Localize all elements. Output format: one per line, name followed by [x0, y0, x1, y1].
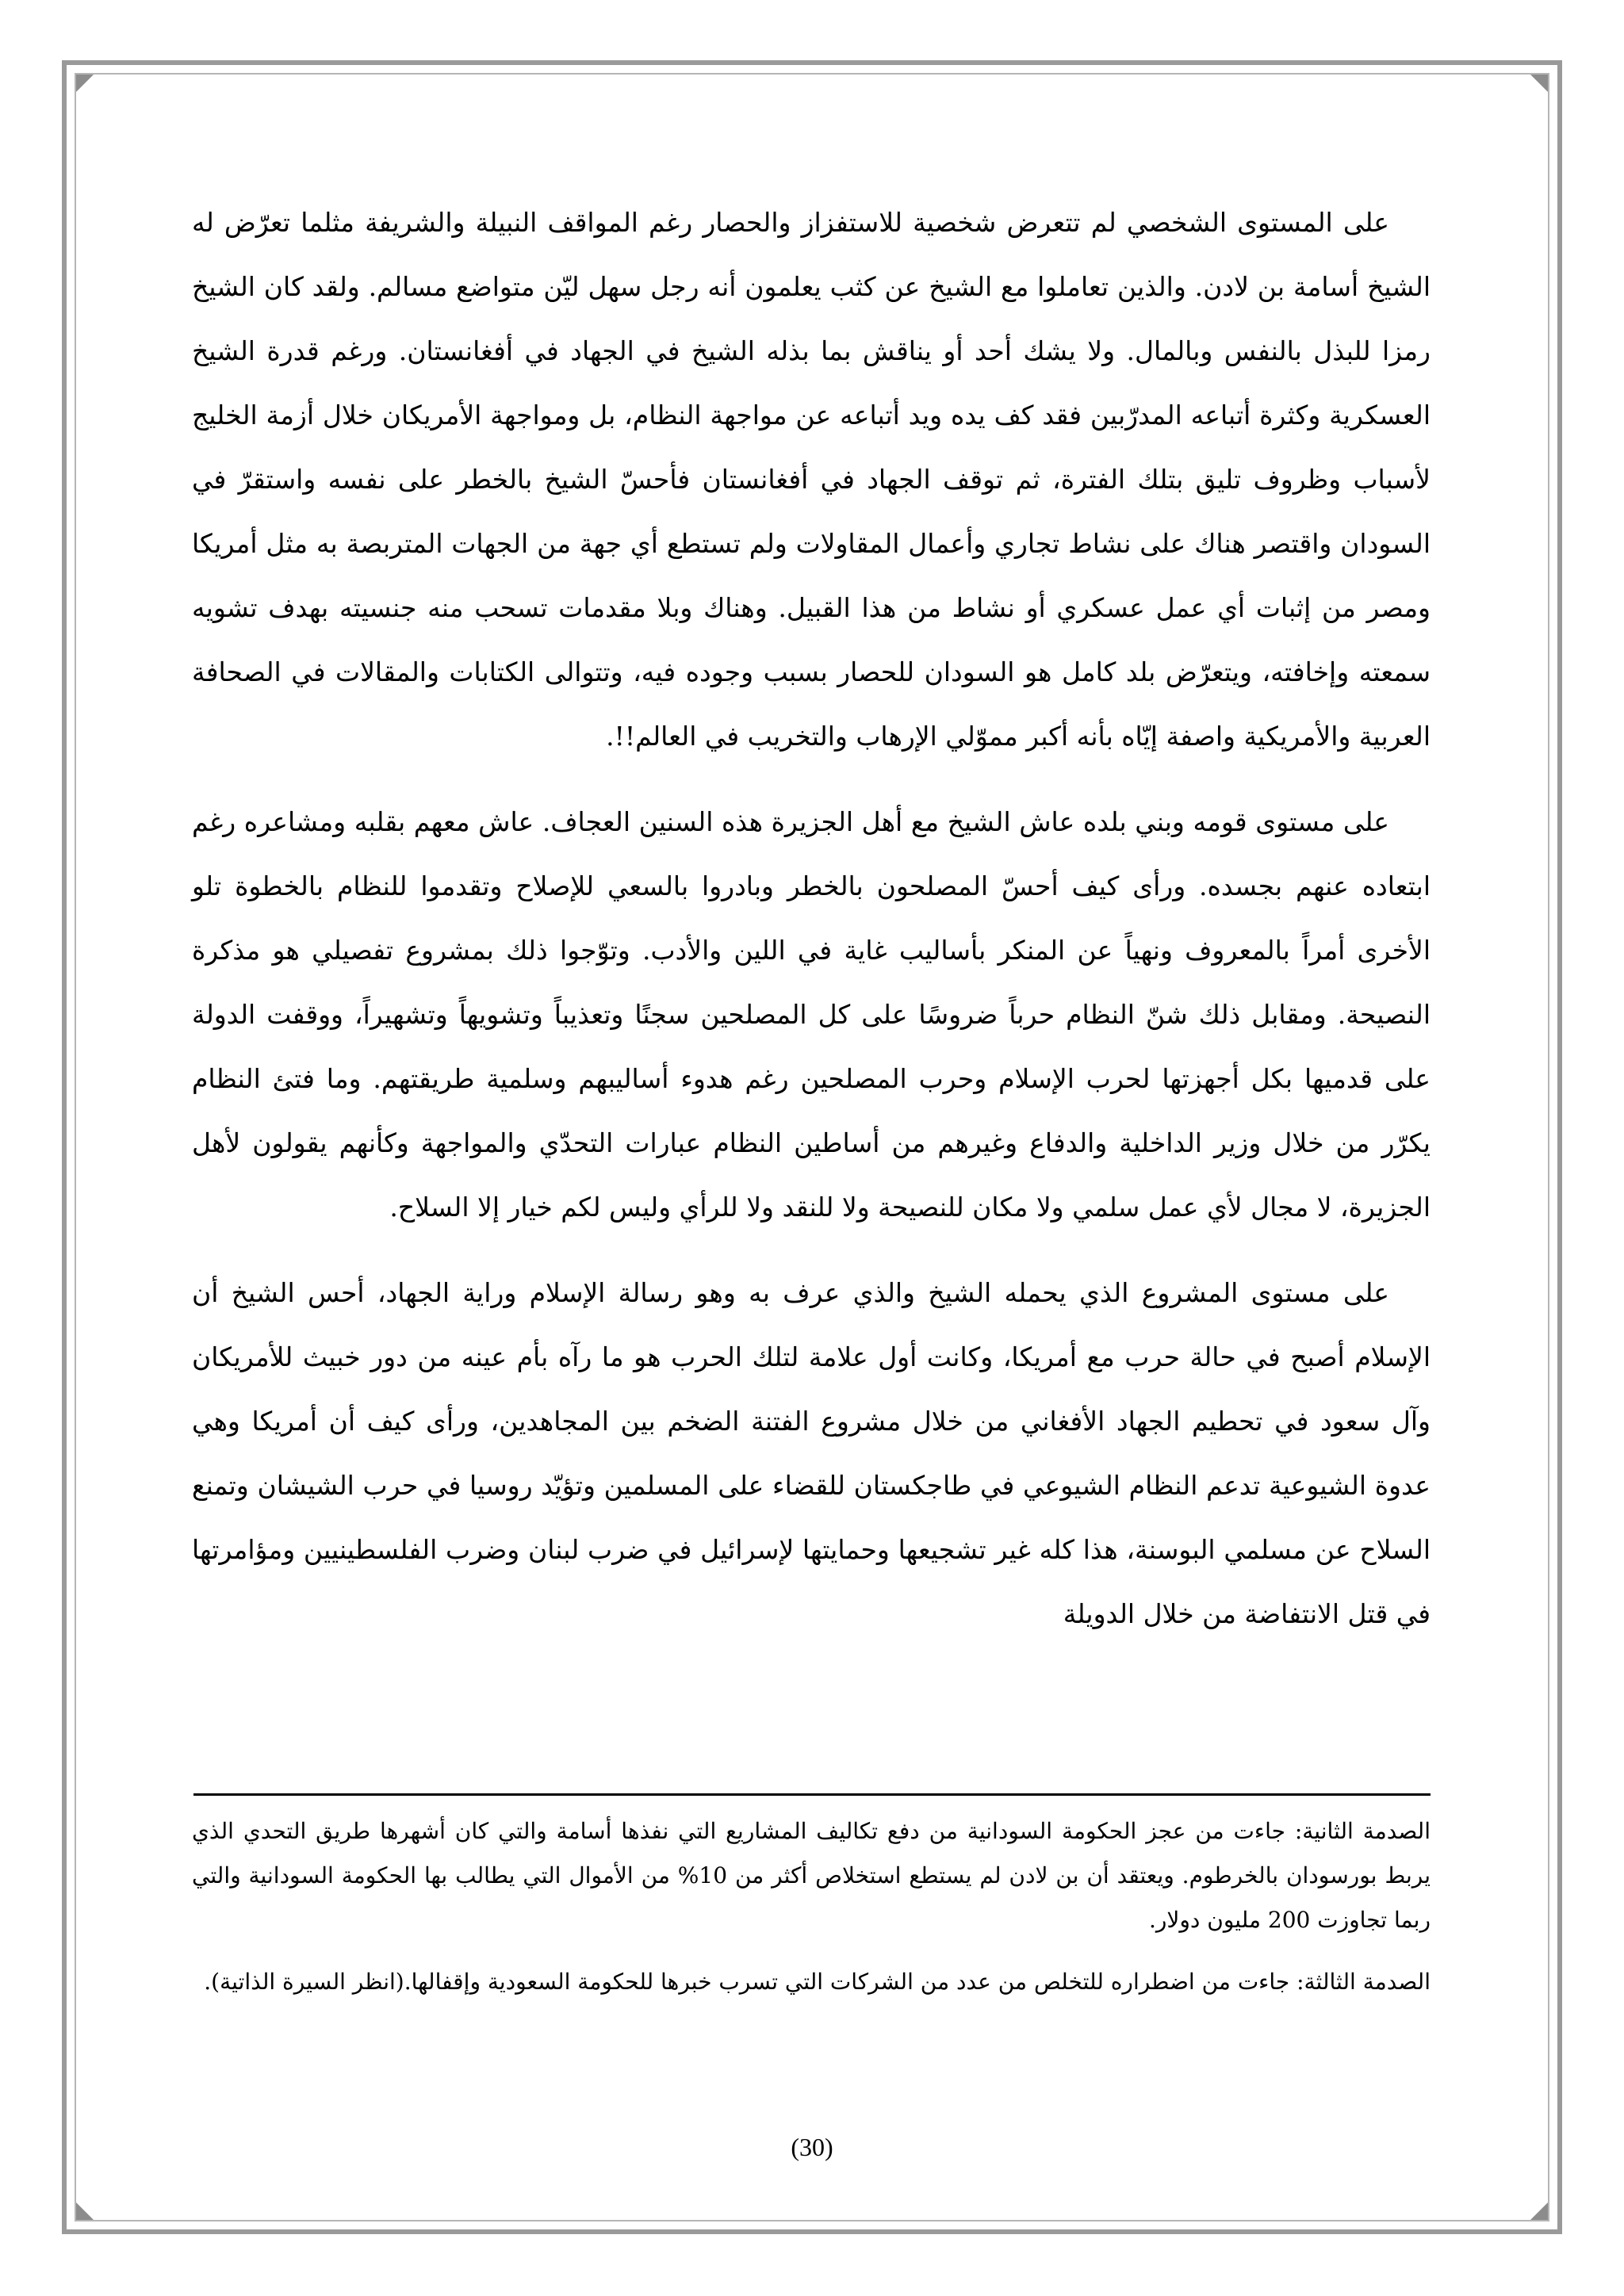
- paragraph-personal-level: على المستوى الشخصي لم تتعرض شخصية للاستفزاز والحصار رغم المواقف النبيلة والشريفة مثلما تعرّض له الشيخ أسامة بن لادن. والذين تعاملوا مع الشيخ عن كثب يعلمون أنه رجل سهل ليّن متواضع مسالم. ولقد كان الشيخ رمزا للبذل بالنفس وبالمال. ولا يشك أحد أو يناقش بما بذله الشيخ في الجهاد في أفغانستان. ورغم قدرة الشيخ العسكرية وكثرة أتباعه المدرّبين فقد كف يده ويد أتباعه عن مواجهة النظام، بل ومواجهة الأمريكان خلال أزمة الخليج لأسباب وظروف تليق بتلك الفترة، ثم توقف الجهاد في أفغانستان فأحسّ الشيخ بالخطر على نفسه واستقرّ في السودان واقتصر هناك على نشاط تجاري وأعمال المقاولات ولم تستطع أي جهة من الجهات المتربصة به مثل أمريكا ومصر من إثبات أي عمل عسكري أو نشاط من هذا القبيل. وهناك وبلا مقدمات تسحب منه جنسيته بهدف تشويه سمعته وإخافته، ويتعرّض بلد كامل هو السودان للحصار بسبب وجوده فيه، وتتوالى الكتابات والمقالات في الصحافة العربية والأمريكية واصفة إيّاه بأنه أكبر مموّلي الإرهاب والتخريب في العالم!!.: [192, 207, 1431, 752]
- frame-corner-ornament: [76, 2202, 94, 2220]
- frame-corner-ornament: [76, 75, 94, 92]
- frame-corner-ornament: [1530, 2202, 1548, 2220]
- footnote-second-shock: الصدمة الثانية: جاءت من عجز الحكومة السودانية من دفع تكاليف المشاريع التي نفذها أسامة والتي كان أشهرها طريق التحدي الذي يربط بورسودان بالخرطوم. ويعتقد أن بن لادن لم يستطع استخلاص أكثر من 10% من الأموال التي يطالب بها الحكومة السودانية والتي ربما تجاوزت 200 مليون دولار.: [192, 1818, 1431, 1933]
- footnotes: [192, 1809, 1431, 2022]
- paragraph-people-level: على مستوى قومه وبني بلده عاش الشيخ مع أهل الجزيرة هذه السنين العجاف. عاش معهم بقلبه ومشاعره رغم ابتعاده عنهم بجسده. ورأى كيف أحسّ المصلحون بالخطر وبادروا بالسعي للإصلاح وتقدموا للنظام بالخطوة تلو الأخرى أمراً بالمعروف ونهياً عن المنكر بأساليب غاية في اللين والأدب. وتوّجوا ذلك بمشروع تفصيلي هو مذكرة النصيحة. ومقابل ذلك شنّ النظام حرباً ضروسًا على كل المصلحين سجنًا وتعذيباً وتشويهاً وتشهيراً، ووقفت الدولة على قدميها بكل أجهزتها لحرب الإسلام وحرب المصلحين رغم هدوء أساليبهم وسلمية طريقتهم. وما فتئ النظام يكرّر من خلال وزير الداخلية والدفاع وغيرهم من أساطين النظام عبارات التحدّي والمواجهة وكأنهم يقولون لأهل الجزيرة، لا مجال لأي عمل سلمي ولا مكان للنصيحة ولا للنقد ولا للرأي وليس لكم خيار إلا السلاح.: [192, 806, 1431, 1223]
- main-text: [192, 190, 1431, 1667]
- footnote-third-shock: الصدمة الثالثة: جاءت من اضطراره للتخلص من عدد من الشركات التي تسرب خبرها للحكومة السعودية وإقفالها.(انظر السيرة الذاتية).: [204, 1969, 1431, 1995]
- paragraph-project-level: على مستوى المشروع الذي يحمله الشيخ والذي عرف به وهو رسالة الإسلام وراية الجهاد، أحس الشيخ أن الإسلام أصبح في حالة حرب مع أمريكا، وكانت أول علامة لتلك الحرب هو ما رآه بأم عينه من دور خبيث للأمريكان وآل سعود في تحطيم الجهاد الأفغاني من خلال مشروع الفتنة الضخم بين المجاهدين، ورأى كيف أن أمريكا وهي عدوة الشيوعية تدعم النظام الشيوعي في طاجكستان للقضاء على المسلمين وتؤيّد روسيا في حرب الشيشان وتمنع السلاح عن مسلمي البوسنة، هذا كله غير تشجيعها وحمايتها لإسرائيل في ضرب لبنان وضرب الفلسطينيين ومؤامرتها في قتل الانتفاضة من خلال الدويلة: [192, 1277, 1431, 1629]
- page-number: (30): [791, 2133, 833, 2161]
- frame-corner-ornament: [1530, 75, 1548, 92]
- footnote-separator: [193, 1793, 1431, 1796]
